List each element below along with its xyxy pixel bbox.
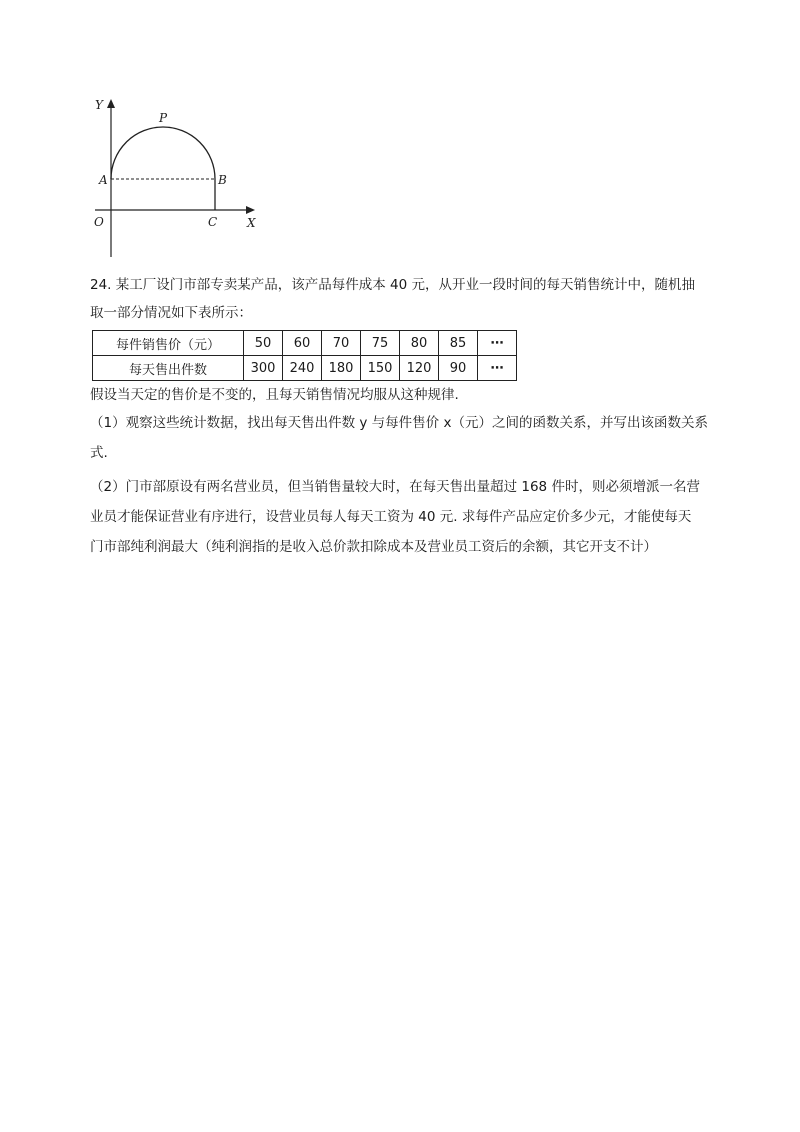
table-cell: 50: [244, 331, 283, 356]
point-a-label: A: [99, 173, 108, 187]
table-cell: 150: [361, 356, 400, 381]
question2-line2: 业员才能保证营业有序进行，设营业员每人每天工资为 40 元. 求每件产品应定价多少元，才能使每天: [90, 509, 692, 525]
point-c-label: C: [208, 215, 218, 229]
origin-label: O: [94, 215, 104, 229]
table-cell-ellipsis: ⋯: [478, 331, 517, 356]
sales-table: [92, 330, 517, 381]
arch-figure: [85, 95, 265, 260]
x-axis-arrow: [246, 206, 255, 214]
table-row-quantity: [93, 356, 517, 381]
problem-intro-line1: 24. 某工厂设门市部专卖某产品，该产品每件成本 40 元，从开业一段时间的每天销售统计中，随机抽: [90, 277, 696, 293]
table-cell: 120: [400, 356, 439, 381]
question1-line1: （1）观察这些统计数据，找出每天售出件数 y 与每件售价 x（元）之间的函数关系，并写出该函数关系: [90, 415, 708, 431]
table-cell: 300: [244, 356, 283, 381]
table-cell: 70: [322, 331, 361, 356]
table-cell: 75: [361, 331, 400, 356]
question2-line3: 门市部纯利润最大（纯利润指的是收入总价款扣除成本及营业员工资后的余额，其它开支不计）: [90, 539, 657, 555]
question1-line2: 式.: [90, 445, 108, 461]
table-cell: 240: [283, 356, 322, 381]
table-cell: 80: [400, 331, 439, 356]
table-cell: 85: [439, 331, 478, 356]
table-header-quantity: 每天售出件数: [93, 356, 244, 381]
x-axis-label: X: [247, 216, 256, 230]
table-header-price: 每件销售价（元）: [93, 331, 244, 356]
table-cell: 180: [322, 356, 361, 381]
table-row-price: [93, 331, 517, 356]
y-axis-label: Y: [95, 98, 103, 112]
question2-line1: （2）门市部原设有两名营业员，但当销售量较大时，在每天售出量超过 168 件时，则必须增派一名营: [90, 479, 700, 495]
table-cell: 60: [283, 331, 322, 356]
point-b-label: B: [218, 173, 227, 187]
problem-intro-line2: 取一部分情况如下表所示：: [90, 305, 252, 321]
arch-curve: [111, 127, 215, 179]
table-cell: 90: [439, 356, 478, 381]
y-axis-arrow: [107, 99, 115, 108]
point-p-label: P: [159, 111, 168, 125]
assumption-text: 假设当天定的售价是不变的，且每天销售情况均服从这种规律.: [90, 387, 459, 403]
table-cell-ellipsis: ⋯: [478, 356, 517, 381]
